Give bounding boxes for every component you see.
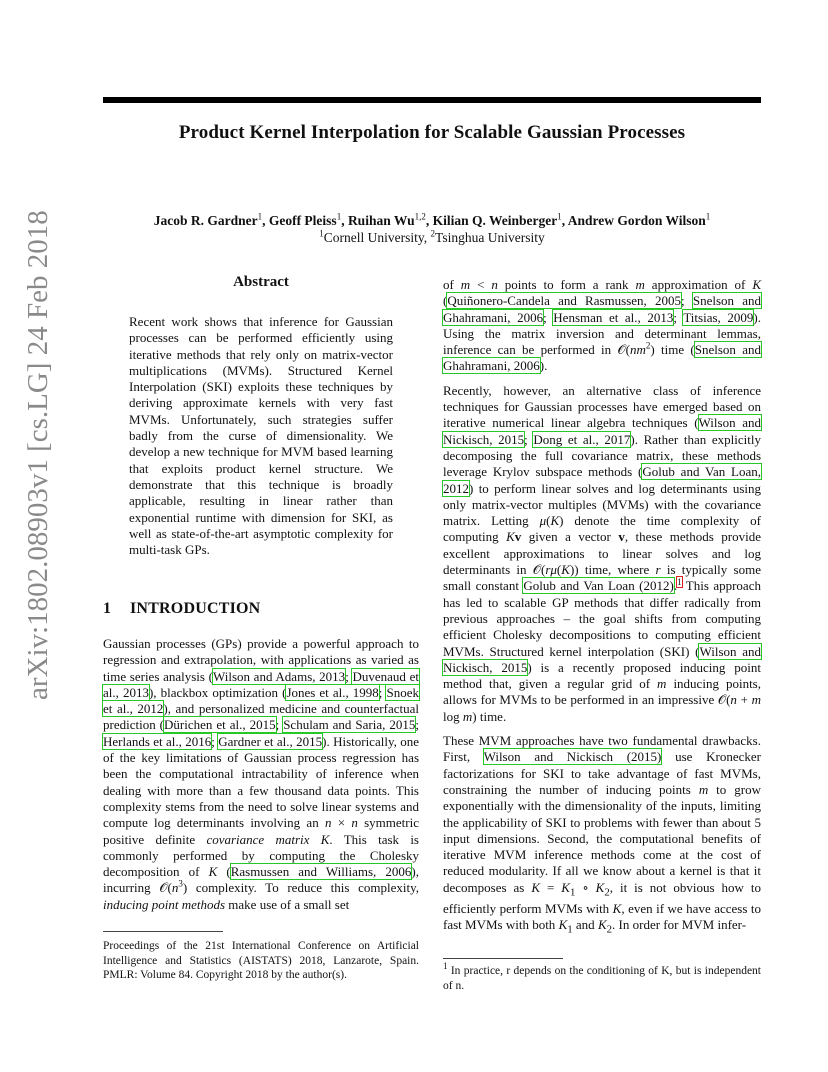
citation-link[interactable]: Snelson and Ghahramani, 2006 — [443, 293, 761, 325]
paper-title: Product Kernel Interpolation for Scalable Gaussian Processes — [178, 122, 686, 143]
affiliations: $^1$Cornell University, $^2$Tsinghua University — [319, 228, 545, 245]
footnote-1: $^1$ In practice, r depends on the conditioning of K, but is independent of n. — [443, 961, 761, 992]
citation-link[interactable]: Herlands et al., 2016 — [103, 733, 212, 749]
citation-link[interactable]: Golub and Van Loan (2012) — [523, 578, 674, 594]
affiliation-mark: 1 — [336, 211, 342, 222]
abstract-heading: Abstract — [233, 274, 289, 290]
section-number: 1 — [103, 600, 112, 617]
citation-link[interactable]: Wilson and Adams, 2013 — [212, 668, 346, 684]
affiliation-mark: 1,2 — [414, 211, 426, 222]
affiliation-mark: 1 — [705, 211, 711, 222]
footnote-rule — [443, 958, 563, 959]
citation-link[interactable]: Wilson and Nickisch, 2015 — [443, 415, 761, 447]
intro-paragraph: Gaussian processes (GPs) provide a powerful approach to regression and extrapolation, with applications as varied as time series analysis (Wilson and Adams, 2013; Duvenaud et al., 2013), blackbox optimization (Jones et al., 1998; Snoek et al., 2012), and personalized medicine and counterfactual prediction (Dürichen et al., 2015; Schulam and Saria, 2015; Herlands et al., 2016; Gardner et al., 2015). Historically, one of the key limitations of Gaussian process regression has been the computational intractability of inference when dealing with more than a few thousand data points. This complexity stems from the need to solve linear systems and compute log determinants involving an n × n symmetric positive definite covariance matrix K. This task is commonly performed by computing the Cholesky decomposition of K (Rasmussen and Williams, 2006), incurring $𝒪(n^3)$ complexity. To reduce this complexity, inducing point methods make use of a small set — [103, 636, 419, 912]
citation-link[interactable]: Gardner et al., 2015 — [218, 733, 323, 749]
affiliation-name: Tsinghua University — [435, 230, 545, 245]
author-name: Kilian Q. Weinberger — [432, 213, 558, 228]
affiliation-mark: 1 — [557, 211, 562, 222]
citation-link[interactable]: Jones et al., 1998 — [286, 684, 379, 700]
section-heading — [103, 600, 419, 618]
footnote-rule — [103, 931, 223, 932]
citation-link[interactable]: Golub and Van Loan, 2012 — [443, 464, 761, 496]
citation-link[interactable]: Dong et al., 2017 — [533, 431, 631, 447]
citation-link[interactable]: Snelson and Ghahramani, 2006 — [443, 342, 761, 374]
citation-link[interactable]: Rasmussen and Williams, 2006 — [230, 864, 412, 880]
footnote-marker[interactable]: 1 — [677, 577, 682, 588]
citation-link[interactable]: Wilson and Nickisch, 2015 — [443, 643, 762, 675]
section-title: INTRODUCTION — [130, 600, 261, 617]
affiliation-mark: 2 — [430, 228, 436, 239]
author-name: Geoff Pleiss — [268, 213, 337, 228]
footnote-text: In practice, r depends on the conditioning of K, but is independent of n. — [443, 965, 761, 992]
right-column — [443, 277, 761, 946]
citation-link[interactable]: Dürichen et al., 2015 — [164, 717, 276, 733]
body-paragraph: of m < n points to form a rank m approximation of K (Quiñonero-Candela and Rasmussen, 2005; Snelson and Ghahramani, 2006; Hensman et al., 2013; Titsias, 2009). Using the matrix inversion and determinant lemmas, inference can be performed in $𝒪(nm^2)$ time (Snelson and Ghahramani, 2006). — [443, 277, 761, 374]
body-paragraph: These MVM approaches have two fundamental drawbacks. First, Wilson and Nickisch (2015) use Kronecker factorizations for SKI to take advantage of fast MVMs, constraining the number of inducing points m to grow exponentially with the dimensionality of the inputs, limiting the applicability of SKI to problems with fewer than about 5 input dimensions. Second, the computational benefits of iterative MVM inference methods come at the cost of reduced modularity. If all we know about a kernel is that it decomposes as $K = K_1$ ∘ $K_2$, it is not obvious how to efficiently perform MVMs with K, even if we have access to fast MVMs with both $K_1$ and $K_2$. In order for MVM infer- — [443, 733, 762, 936]
arxiv-identifier[interactable]: arXiv:1802.08903v1 [cs.LG] 24 Feb 2018 — [22, 210, 54, 700]
proceedings-footnote: Proceedings of the 21st International Conference on Artificial Intelligence and Statistics (AISTATS) 2018, Lanzarote, Spain. PMLR: Volume 84. Copyright 2018 by the author(s). — [103, 940, 419, 981]
abstract-body: Recent work shows that inference for Gaussian processes can be performed efficiently using iterative methods that rely only on matrix-vector multiplications (MVMs). Structured Kernel Interpolation (SKI) exploits these techniques by deriving approximate kernels with very fast MVMs. Unfortunately, such strategies suffer badly from the curse of dimensionality. We develop a new technique for MVM based learning that exploits product kernel structure. We demonstrate that this technique is broadly applicable, resulting in linear rather than exponential runtime with dimension for SKI, as well as state-of-the-art asymptotic complexity for multi-task GPs. — [129, 314, 393, 558]
body-paragraph: Recently, however, an alternative class of inference techniques for Gaussian processes have emerged based on iterative numerical linear algebra techniques (Wilson and Nickisch, 2015; Dong et al., 2017). Rather than explicitly decomposing the full covariance matrix, these methods leverage Krylov subspace methods (Golub and Van Loan, 2012) to perform linear solves and log determinants using only matrix-vector multiples (MVMs) with the covariance matrix. Letting μ(K) denote the time complexity of computing Kv given a vector v, these methods provide excellent approximations to linear solves and log determinants in 𝒪(rμ(K)) time, where r is typically some small constant Golub and Van Loan (2012).$^1$ This approach has led to scalable GP methods that differ radically from previous approaches – the goal shifts from computing efficient Cholesky decompositions to computing efficient MVMs. Structured kernel interpolation (SKI) (Wilson and Nickisch, 2015) is a recently proposed inducing point method that, given a regular grid of m inducing points, allows for MVMs to be performed in an impressive 𝒪(n + m log m) time. — [443, 382, 762, 724]
citation-link[interactable]: Wilson and Nickisch (2015) — [483, 749, 662, 765]
citation-link[interactable]: Hensman et al., 2013 — [553, 309, 674, 325]
citation-link[interactable]: Snoek et al., 2012 — [103, 684, 419, 717]
affiliation-mark: 1 — [257, 211, 263, 222]
affiliation-name: Cornell University — [323, 230, 424, 245]
citation-link[interactable]: Quiñonero-Candela and Rasmussen, 2005 — [447, 293, 682, 309]
author-name: Jacob R. Gardner — [153, 213, 258, 228]
citation-link[interactable]: Duvenaud et al., 2013 — [103, 668, 419, 700]
citation-link[interactable]: Titsias, 2009 — [683, 309, 754, 325]
citation-link[interactable]: Schulam and Saria, 2015 — [283, 717, 416, 733]
affiliation-mark: 1 — [319, 228, 324, 239]
author-name: Ruihan Wu — [347, 213, 415, 228]
author-name: Andrew Gordon Wilson — [567, 213, 706, 228]
title-rule — [103, 97, 761, 103]
author-list: Jacob R. Gardner$^1$, Geoff Pleiss$^1$, Ruihan Wu$^{1,2}$, Kilian Q. Weinberger$^1$, Andrew Gordon Wilson$^1$ — [153, 211, 711, 228]
